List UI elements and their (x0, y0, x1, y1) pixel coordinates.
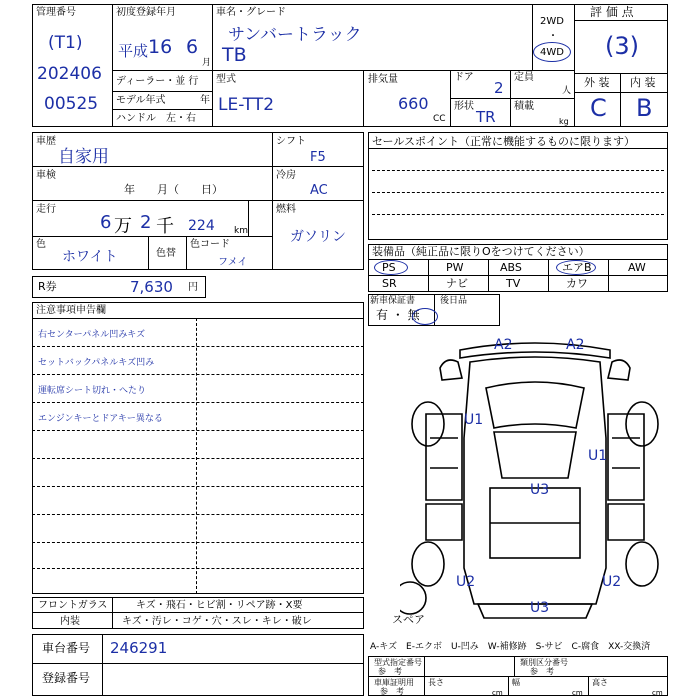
recycle-frame (32, 276, 206, 298)
grade: TB (222, 44, 247, 66)
mgmt-num1: 202406 (37, 64, 102, 84)
class-label: 類別区分番号 (520, 658, 568, 667)
notes-label: 注意事項申告欄 (36, 305, 106, 316)
era: 平成 (118, 42, 149, 60)
mileage-label: 走行 (36, 204, 56, 215)
shape-label: 形状 (454, 101, 474, 112)
cert-label: 車庫証明用 (374, 678, 414, 687)
capacity-unit: 人 (562, 86, 572, 96)
ref3: 参 考 (380, 687, 404, 696)
car-diagram (400, 328, 670, 628)
warranty-value: 有 ・ 無 (376, 308, 420, 322)
car-name-label: 車名・グレード (216, 7, 286, 18)
recycle-value: 7,630 (130, 278, 173, 296)
after-label: 後日品 (440, 296, 468, 306)
color-code: フメイ (218, 257, 248, 268)
width-unit: cm (572, 689, 583, 697)
sen-unit: 千 (156, 216, 174, 237)
length-unit: cm (492, 689, 503, 697)
warranty-none-circle (412, 308, 438, 325)
displacement: 660 (398, 94, 429, 113)
exterior-label: 外 装 (584, 76, 610, 89)
history-value: 自家用 (58, 147, 109, 167)
equip-abs: ABS (500, 261, 522, 274)
capacity-label: 定員 (514, 72, 534, 83)
width-label: 幅 (512, 678, 520, 687)
sales-point-label: セールスポイント（正常に機能するものに限ります） (372, 135, 636, 148)
front-glass-label: フロントガラス (38, 600, 108, 611)
equip-sr: SR (382, 277, 397, 290)
mark-a2-left: A2 (494, 337, 513, 353)
drive-4wd-circle (533, 42, 571, 62)
fuel: ガソリン (290, 229, 346, 245)
score: (3) (605, 32, 639, 60)
mark-u2-left: U2 (456, 574, 476, 590)
equip-ps-circle (374, 260, 408, 275)
fuel-label: 燃料 (276, 204, 296, 215)
note-item: 右センターパネル凹みキズ (38, 330, 146, 340)
mark-u1-right: U1 (588, 448, 608, 464)
length-label: 長さ (428, 678, 444, 687)
interior-grade: B (636, 94, 653, 122)
dealer-label: ディーラー・並 行 (116, 76, 199, 87)
equip-airbag-circle (556, 260, 596, 275)
handle-label: ハンドル 左・右 (116, 113, 196, 124)
color-label: 色 (36, 239, 46, 250)
ref1: 参 考 (378, 667, 402, 676)
reg-month: 6 (186, 36, 199, 58)
ac-label: 冷房 (276, 170, 296, 181)
cc-unit: CC (433, 114, 446, 124)
doors: 2 (494, 79, 504, 97)
equip-leather: カワ (566, 277, 588, 290)
interior-label: 内装 (60, 616, 80, 627)
reg-label: 登録番号 (42, 671, 91, 685)
model: LE-TT2 (218, 95, 275, 115)
mileage-man: 6 (100, 212, 112, 233)
damage-legend: A-キズ E-エクボ U-凹み W-補修跡 S-サビ C-腐食 XX-交換済 (370, 642, 651, 652)
man-unit: 万 (114, 216, 132, 237)
color-change-label: 色替 (156, 248, 176, 259)
note-item: セットバックパネルキズ凹み (38, 358, 155, 368)
front-glass-text: キズ・飛石・ヒビ割・リペア跡・X要 (136, 600, 303, 611)
recycle-unit: 円 (188, 282, 198, 293)
model-year-unit: 年 (200, 95, 210, 106)
type-cert-label: 型式指定番号 (374, 658, 422, 667)
recycle-label: R券 (38, 280, 57, 293)
first-reg-label: 初度登録年月 (116, 7, 176, 18)
height-unit: cm (652, 689, 663, 697)
note-item: 運転席シート切れ・へたり (38, 386, 147, 396)
mgmt-num2: 00525 (44, 94, 99, 114)
displacement-label: 排気量 (368, 74, 398, 85)
shaken-label: 車検 (36, 170, 56, 181)
note-item: エンジンキーとドアキー異なる (38, 414, 163, 424)
month-unit: 月 (202, 58, 212, 68)
shaken-text: 年 月（ 日） (124, 183, 223, 196)
ac: AC (310, 183, 328, 198)
interior-text: キズ・汚レ・コゲ・穴・スレ・キレ・破レ (122, 616, 312, 627)
history-label: 車歴 (36, 136, 56, 147)
mgmt-label: 管理番号 (36, 7, 76, 18)
model-label: 型式 (216, 74, 236, 85)
mileage-rest: 224 (188, 218, 215, 234)
load-unit: kg (559, 117, 569, 126)
car-name: サンバートラック (228, 25, 362, 45)
equip-tv: TV (506, 277, 521, 290)
mgmt-code: (T1) (48, 33, 83, 53)
km-unit: km (234, 226, 248, 236)
color: ホワイト (62, 249, 118, 265)
exterior-grade: C (590, 94, 607, 122)
chassis-label: 車台番号 (42, 641, 91, 655)
height-label: 高さ (592, 678, 608, 687)
mark-a2-right: A2 (566, 337, 585, 353)
equip-aw: AW (628, 261, 646, 274)
mark-u3-rear: U3 (530, 600, 550, 616)
model-year-label: モデル年式 (116, 95, 166, 106)
mileage-sen: 2 (140, 212, 152, 233)
mark-u3-center: U3 (530, 482, 550, 498)
mark-u2-right: U2 (602, 574, 622, 590)
drive-dot: ・ (548, 31, 558, 42)
reg-year: 16 (148, 36, 173, 58)
warranty-label: 新車保証書 (370, 296, 416, 306)
ref2: 参 考 (530, 667, 554, 676)
load-label: 積載 (514, 101, 534, 112)
interior-label: 内 装 (630, 76, 656, 89)
equip-ps: PS (382, 261, 396, 274)
shift: F5 (310, 150, 326, 165)
spare-label: スペア (392, 613, 425, 626)
door-label: ドア (454, 72, 474, 83)
equip-navi: ナビ (446, 277, 468, 290)
drive-2wd: 2WD (540, 16, 564, 27)
equip-pw: PW (446, 261, 464, 274)
chassis-number: 246291 (110, 639, 168, 657)
mark-u1-left: U1 (464, 412, 484, 428)
shift-label: シフト (276, 136, 306, 147)
shape: TR (476, 108, 496, 126)
drive-4wd: 4WD (540, 47, 564, 58)
equipment-label: 装備品（純正品に限りOをつけてください） (372, 245, 590, 258)
color-code-label: 色コード (190, 239, 230, 250)
score-label: 評 価 点 (590, 5, 634, 19)
equip-airbag: エアB (562, 261, 592, 274)
